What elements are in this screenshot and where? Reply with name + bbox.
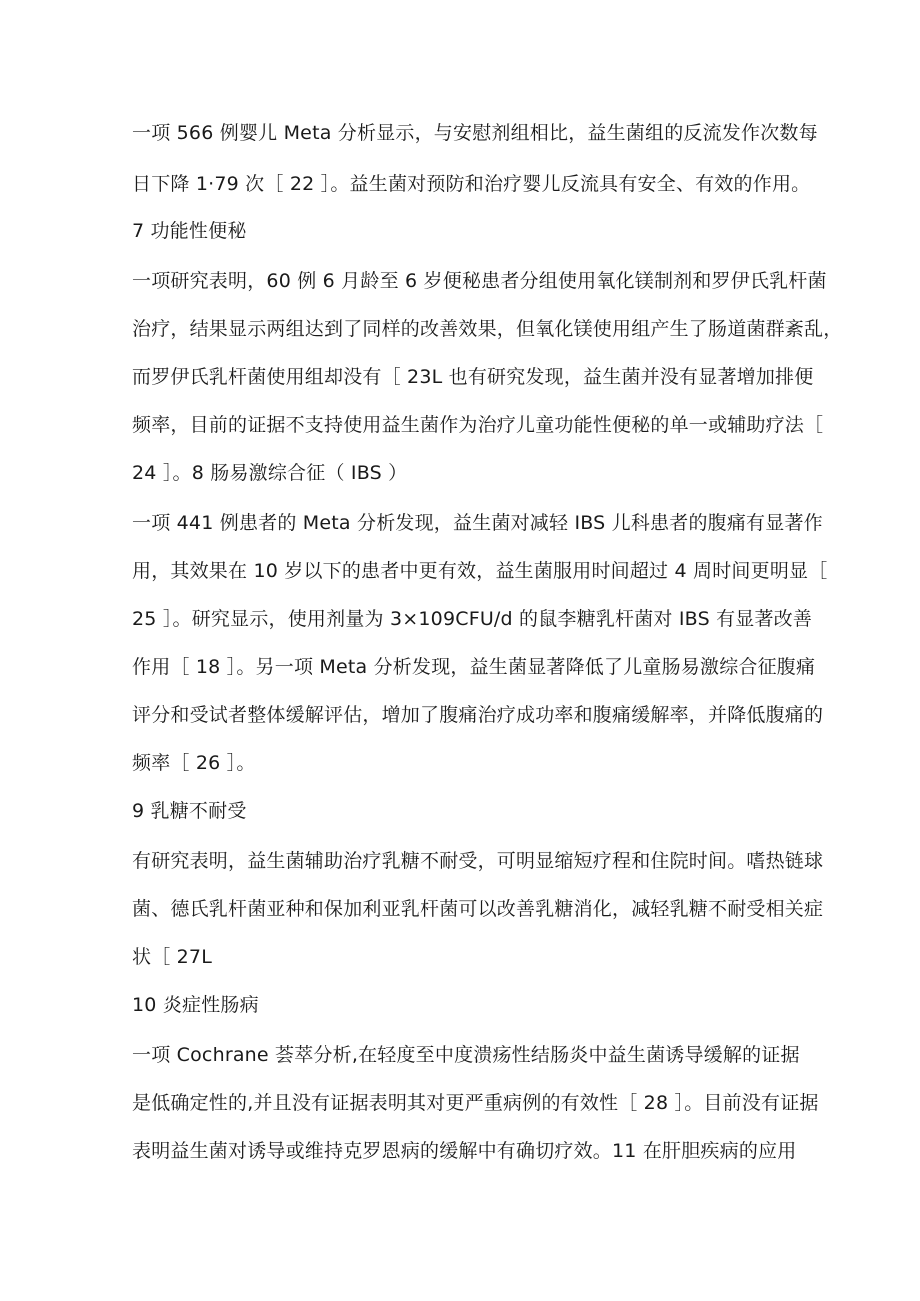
text-line: 是低确定性的,并且没有证据表明其对更严重病例的有效性［ 28 ］。目前没有证据: [132, 1092, 819, 1114]
text-line: 频率［ 26 ］。: [132, 752, 256, 774]
text-line: 作用［ 18 ］。另一项 Meta 分析发现，益生菌显著降低了儿童肠易激综合征腹痛: [132, 656, 816, 678]
text-line: 频率，目前的证据不支持使用益生菌作为治疗儿童功能性便秘的单一或辅助疗法［: [132, 414, 824, 436]
text-line: 而罗伊氏乳杆菌使用组却没有［ 23L 也有研究发现，益生菌并没有显著增加排便: [132, 366, 814, 388]
text-line: 状［ 27L: [132, 946, 213, 968]
text-line: 25 ］。研究显示，使用剂量为 3×109CFU/d 的鼠李糖乳杆菌对 IBS 有显著改善: [132, 608, 813, 630]
text-line: 治疗，结果显示两组达到了同样的改善效果，但氧化镁使用组产生了肠道菌群紊乱，: [132, 318, 843, 340]
text-line: 用，其效果在 10 岁以下的患者中更有效，益生菌服用时间超过 4 周时间更明显［: [132, 560, 828, 582]
text-line: 一项研究表明，60 例 6 月龄至 6 岁便秘患者分组使用氧化镁制剂和罗伊氏乳杆菌: [132, 270, 827, 292]
section-heading: 7 功能性便秘: [132, 220, 247, 242]
section-heading: 9 乳糖不耐受: [132, 800, 247, 822]
text-line: 菌、德氏乳杆菌亚种和保加利亚乳杆菌可以改善乳糖消化，减轻乳糖不耐受相关症: [132, 898, 824, 920]
text-line: 一项 441 例患者的 Meta 分析发现，益生菌对减轻 IBS 儿科患者的腹痛有显著作: [132, 512, 823, 534]
text-line: 有研究表明，益生菌辅助治疗乳糖不耐受，可明显缩短疗程和住院时间。嗜热链球: [132, 850, 824, 872]
text-line: 一项 566 例婴儿 Meta 分析显示，与安慰剂组相比，益生菌组的反流发作次数每: [132, 122, 818, 144]
text-line: 24 ］。8 肠易激综合征（ IBS ）: [132, 462, 408, 484]
section-heading: 10 炎症性肠病: [132, 994, 259, 1016]
text-line: 日下降 1·79 次［ 22 ］。益生菌对预防和治疗婴儿反流具有安全、有效的作用。: [132, 173, 811, 195]
text-line: 评分和受试者整体缓解评估，增加了腹痛治疗成功率和腹痛缓解率，并降低腹痛的: [132, 704, 824, 726]
text-line: 一项 Cochrane 荟萃分析,在轻度至中度溃疡性结肠炎中益生菌诱导缓解的证据: [132, 1044, 800, 1066]
text-line: 表明益生菌对诱导或维持克罗恩病的缓解中有确切疗效。11 在肝胆疾病的应用: [132, 1140, 797, 1162]
